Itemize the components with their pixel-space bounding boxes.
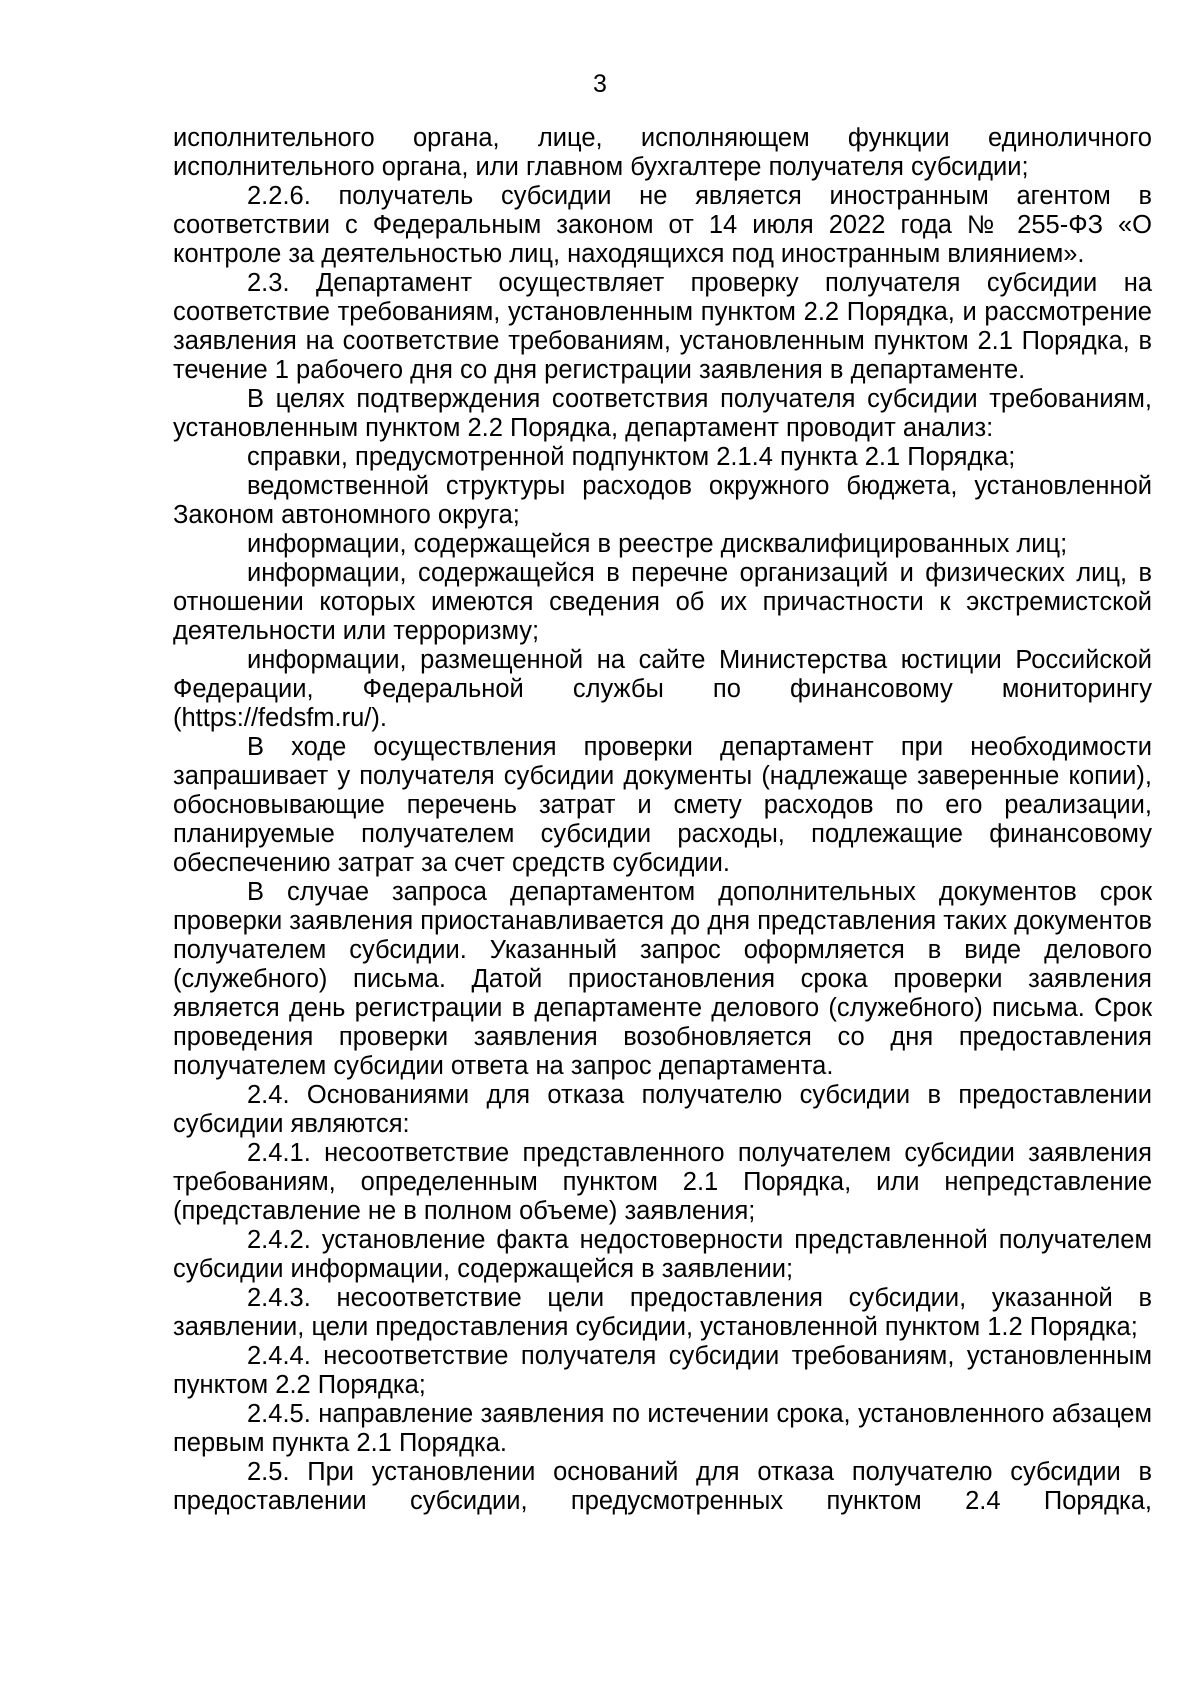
paragraph: В случае запроса департаментом дополнительных документов срок проверки заявления приостанавливается до дня представления таких документов получателем субсидии. Указанный запрос оформляется в виде делового (служебного) письма. Датой приостановления срока проверки заявления является день регистрации в департаменте делового (служебного) письма. Срок проведения проверки заявления возобновляется со дня предоставления получателем субсидии ответа на запрос департамента. (173, 878, 1152, 1080)
paragraph-2-4-2: 2.4.2. установление факта недостоверности представленной получателем субсидии информации, содержащейся в заявлении; (173, 1226, 1152, 1283)
list-item: информации, содержащейся в реестре дисквалифицированных лиц; (247, 530, 1068, 558)
paragraph-2-5: 2.5. При установлении оснований для отказа получателю субсидии в предоставлении субсидии, предусмотренных пунктом 2.4 Порядка, (173, 1458, 1152, 1515)
paragraph: В ходе осуществления проверки департамент при необходимости запрашивает у получателя субсидии документы (надлежаще заверенные копии), обосновывающие перечень затрат и смету расходов по его реализации, планируемые получателем субсидии расходы, подлежащие финансовому обеспечению затрат за счет средств субсидии. (173, 733, 1152, 877)
paragraph-2-3: 2.3. Департамент осуществляет проверку получателя субсидии на соответствие требованиям, установленным пунктом 2.2 Порядка, и рассмотрение заявления на соответствие требованиям, установленным пунктом 2.1 Порядка, в течение 1 рабочего дня со дня регистрации заявления в департаменте. (173, 269, 1152, 384)
paragraph: В целях подтверждения соответствия получателя субсидии требованиям, установленным пунктом 2.2 Порядка, департамент проводит анализ: (173, 385, 1152, 442)
paragraph-2-4: 2.4. Основаниями для отказа получателю субсидии в предоставлении субсидии являются: (173, 1081, 1152, 1138)
list-item: справки, предусмотренной подпунктом 2.1.4 пункта 2.1 Порядка; (247, 443, 1016, 471)
page-number: 3 (593, 70, 607, 98)
paragraph-2-4-5: 2.4.5. направление заявления по истечении срока, установленного абзацем первым пункта 2.1 Порядка. (173, 1400, 1152, 1457)
paragraph-2-4-3: 2.4.3. несоответствие цели предоставления субсидии, указанной в заявлении, цели предоставления субсидии, установленной пунктом 1.2 Порядка; (173, 1284, 1152, 1341)
document-body (173, 124, 1152, 1516)
paragraph-2-4-4: 2.4.4. несоответствие получателя субсидии требованиям, установленным пунктом 2.2 Порядка; (173, 1342, 1152, 1399)
paragraph-2-2-6: 2.2.6. получатель субсидии не является иностранным агентом в соответствии с Федеральным законом от 14 июля 2022 года № 255-ФЗ «О контроле за деятельностью лиц, находящихся под иностранным влиянием». (173, 182, 1152, 268)
paragraph-2-4-1: 2.4.1. несоответствие представленного получателем субсидии заявления требованиям, определенным пунктом 2.1 Порядка, или непредставление (представление не в полном объеме) заявления; (173, 1139, 1152, 1225)
list-item: информации, содержащейся в перечне организаций и физических лиц, в отношении которых имеются сведения об их причастности к экстремистской деятельности или терроризму; (173, 559, 1152, 645)
paragraph: исполнительного органа, лице, исполняющем функции единоличного исполнительного органа, или главном бухгалтере получателя субсидии; (173, 124, 1152, 181)
list-item: ведомственной структуры расходов окружного бюджета, установленной Законом автономного округа; (173, 472, 1152, 529)
list-item: информации, размещенной на сайте Министерства юстиции Российской Федерации, Федеральной службы по финансовому мониторингу (https://fedsfm.ru/). (173, 646, 1152, 732)
